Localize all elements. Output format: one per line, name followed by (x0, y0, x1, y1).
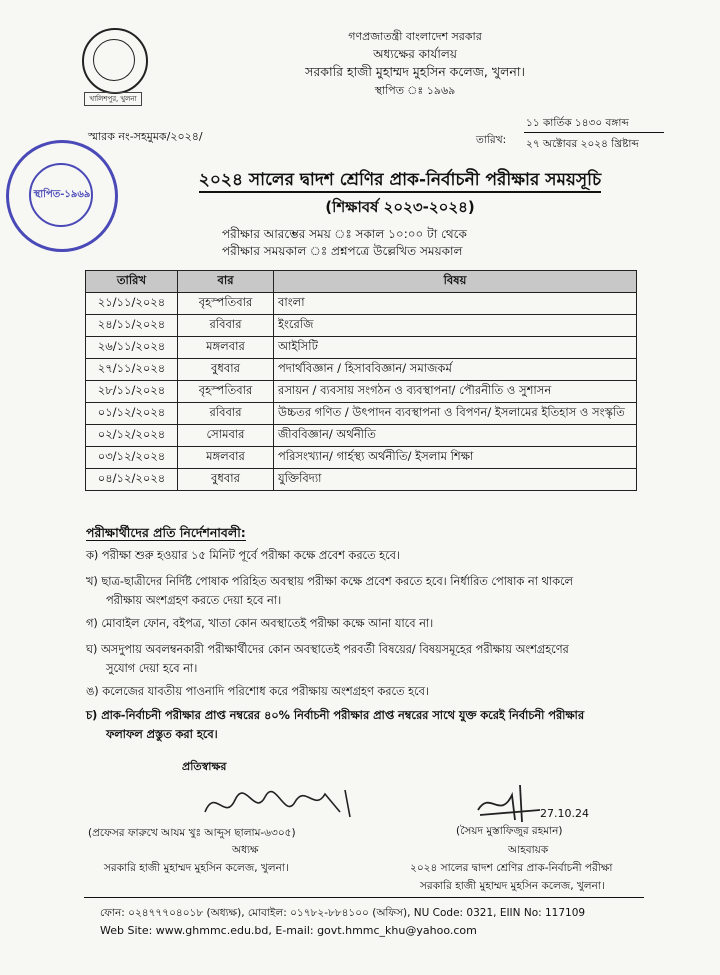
countersign-heading: প্রতিস্বাক্ষর (182, 760, 227, 773)
table-row (86, 315, 637, 337)
college-name: সরকারি হাজী মুহাম্মদ মুহসিন কলেজ, খুলনা। (305, 64, 525, 79)
instructions-heading-text: পরীক্ষার্থীদের প্রতি নির্দেশনাবলী: (86, 525, 246, 540)
date-divider (524, 132, 664, 133)
date-label: তারিখ: (476, 134, 507, 146)
cell-day: মঙ্গলবার (178, 337, 274, 359)
cell-date: ২৭/১১/২০২৪ (86, 359, 178, 381)
header-date: তারিখ (86, 271, 178, 293)
principal-signature (200, 782, 370, 830)
instruction-item: ঘ) অসদুপায় অবলম্বনকারী পরীক্ষার্থীদের কোন অবস্থাতেই পরবর্তী বিষয়ের/ বিষয়সমূহের পরীক্ষায় অংশগ্রহণের (86, 643, 569, 656)
handwritten-date: 27.10.24 (540, 807, 589, 820)
logo-caption: খালিশপুর, খুলনা (84, 92, 142, 106)
logo-book-icon (93, 39, 135, 81)
convener-name: (সৈয়দ মুস্তাফিজুর রহমান) (456, 825, 563, 837)
exam-start-time: পরীক্ষার আরম্ভের সময় ঃ সকাল ১০:০০ টা থেকে (222, 227, 467, 241)
footer-divider (84, 897, 644, 898)
footer-contact: ফোন: ০২৪৭৭৭০৪০১৮ (অধ্যক্ষ), মোবাইল: ০১৭৮২-৮৮৪১০০ (অফিস), NU Code: 0321, EIIN No: 117109 (100, 907, 586, 919)
header-subject: বিষয় (274, 271, 637, 293)
cell-subject: জীববিজ্ঞান/ অর্থনীতি (274, 425, 637, 447)
cell-subject: আইসিটি (274, 337, 637, 359)
cell-subject: পদার্থবিজ্ঞান / হিসাববিজ্ঞান/ সমাজকর্ম (274, 359, 637, 381)
principal-role: অধ্যক্ষ (232, 844, 259, 856)
convener-institution: সরকারি হাজী মুহাম্মদ মুহসিন কলেজ, খুলনা। (420, 880, 605, 892)
instruction-item: খ) ছাত্র-ছাত্রীদের নির্দিষ্ট পোষাক পরিহিত অবস্থায় পরীক্ষা কক্ষে প্রবেশ করতে হবে। নির্ধারিত পোষাক না থাকলে (86, 575, 573, 588)
table-row (86, 447, 637, 469)
cell-date: ২১/১১/২০২৪ (86, 293, 178, 315)
seal-text: স্থাপিত-১৯৬৯ (33, 189, 91, 200)
table-row (86, 381, 637, 403)
instructions-heading (86, 525, 246, 545)
instruction-item: ক) পরীক্ষা শুরু হওয়ার ১৫ মিনিট পূর্বে পরীক্ষা কক্ষে প্রবেশ করতে হবে। (86, 549, 400, 562)
memo-number: স্মারক নং-সহমুমক/২০২৪/ (88, 130, 203, 143)
convener-signature (470, 780, 550, 825)
cell-subject: ইংরেজি (274, 315, 637, 337)
cell-day: সোমবার (178, 425, 274, 447)
cell-subject: উচ্চতর গণিত / উৎপাদন ব্যবস্থাপনা ও বিপণন/ ইসলামের ইতিহাস ও সংস্কৃতি (274, 403, 637, 425)
schedule-table (85, 270, 637, 491)
cell-date: ২৪/১১/২০২৪ (86, 315, 178, 337)
cell-subject: বাংলা (274, 293, 637, 315)
exam-duration: পরীক্ষার সময়কাল ঃ প্রশ্নপত্রে উল্লেখিত সময়কাল (222, 244, 463, 258)
cell-date: ০৪/১২/২০২৪ (86, 469, 178, 491)
convener-role: আহবায়ক (508, 844, 549, 856)
established-line: স্থাপিত ঃ ১৯৬৯ (374, 84, 456, 97)
office-line: অধ্যক্ষের কার্যালয় (373, 47, 457, 61)
footer-web: Web Site: www.ghmmc.edu.bd, E-mail: govt.hmmc_khu@yahoo.com (100, 924, 477, 937)
convener-exam: ২০২৪ সালের দ্বাদশ শ্রেণির প্রাক-নির্বাচনী পরীক্ষা (410, 862, 613, 874)
college-logo (82, 28, 148, 94)
cell-date: ০১/১২/২০২৪ (86, 403, 178, 425)
cell-day: রবিবার (178, 315, 274, 337)
cell-subject: রসায়ন / ব্যবসায় সংগঠন ও ব্যবস্থাপনা/ পৌরনীতি ও সুশাসন (274, 381, 637, 403)
table-row (86, 469, 637, 491)
instruction-item-cont: ফলাফল প্রস্তুত করা হবে। (106, 728, 218, 741)
cell-day: বুধবার (178, 359, 274, 381)
cell-subject: পরিসংখ্যান/ গার্হস্থ্য অর্থনীতি/ ইসলাম শিক্ষা (274, 447, 637, 469)
cell-day: বৃহস্পতিবার (178, 381, 274, 403)
instruction-item: গ) মোবাইল ফোন, বইপত্র, খাতা কোন অবস্থাতেই পরীক্ষা কক্ষে আনা যাবে না। (86, 617, 434, 630)
title-text: ২০২৪ সালের দ্বাদশ শ্রেণির প্রাক-নির্বাচনী পরীক্ষার সময়সূচি (199, 170, 601, 193)
page-subtitle: (শিক্ষাবর্ষ ২০২৩-২০২৪) (325, 198, 475, 216)
instruction-item: চ) প্রাক-নির্বাচনী পরীক্ষার প্রাপ্ত নম্বরের ৪০% নির্বাচনী পরীক্ষার প্রাপ্ত নম্বরের সাথে যুক্ত করেই নির্বাচনী পরীক্ষার (86, 709, 585, 722)
instruction-item-cont: সুযোগ দেয়া হবে না। (106, 662, 198, 675)
cell-day: মঙ্গলবার (178, 447, 274, 469)
instruction-item: ঙ) কলেজের যাবতীয় পাওনাদি পরিশোধ করে পরীক্ষায় অংশগ্রহণ করতে হবে। (86, 685, 429, 698)
table-row (86, 425, 637, 447)
table-row (86, 403, 637, 425)
cell-date: ০২/১২/২০২৪ (86, 425, 178, 447)
date-gregorian: ২৭ অক্টোবর ২০২৪ খ্রিষ্টাব্দ (526, 138, 639, 150)
page-title (100, 167, 700, 195)
header-day: বার (178, 271, 274, 293)
govt-line: গণপ্রজাতন্ত্রী বাংলাদেশ সরকার (348, 30, 482, 43)
table-header-row (86, 271, 637, 293)
table-row (86, 337, 637, 359)
principal-institution: সরকারি হাজী মুহাম্মদ মুহসিন কলেজ, খুলনা। (104, 862, 289, 874)
cell-day: বৃহস্পতিবার (178, 293, 274, 315)
cell-date: ০৩/১২/২০২৪ (86, 447, 178, 469)
table-row (86, 293, 637, 315)
cell-day: রবিবার (178, 403, 274, 425)
date-bangla: ১১ কার্তিক ১৪৩০ বঙ্গাব্দ (526, 117, 629, 129)
cell-date: ২৬/১১/২০২৪ (86, 337, 178, 359)
instruction-item-cont: পরীক্ষায় অংশগ্রহণ করতে দেয়া হবে না। (106, 594, 282, 607)
table-row (86, 359, 637, 381)
principal-name: (প্রফেসর ফারুখে আযম খুঃ আব্দুস ছালাম-৬৩০৫) (88, 827, 296, 839)
cell-day: বুধবার (178, 469, 274, 491)
cell-date: ২৮/১১/২০২৪ (86, 381, 178, 403)
cell-subject: যুক্তিবিদ্যা (274, 469, 637, 491)
